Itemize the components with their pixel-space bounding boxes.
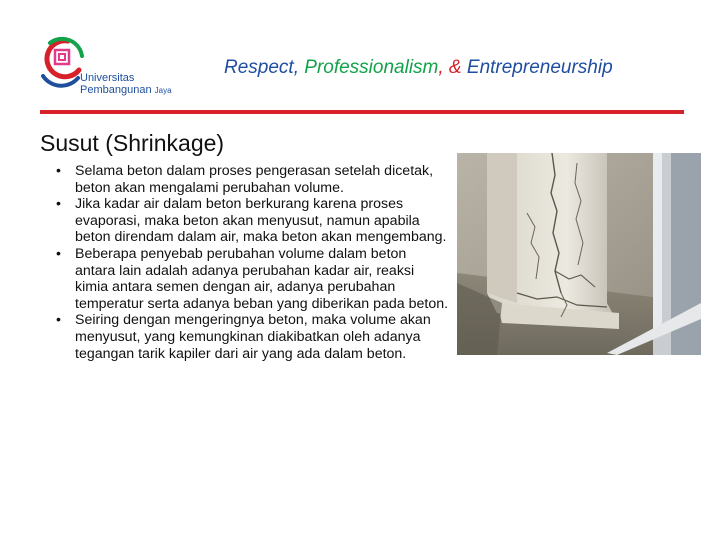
tagline-professionalism: Professionalism — [304, 57, 439, 78]
shrinkage-crack-photo — [457, 153, 701, 355]
logo-line-2: Pembangunan Jaya — [80, 84, 172, 96]
bullet-item: • Seiring dengan mengeringnya beton, maka volume akan menyusut, yang kemungkinan diakibatkan oleh adanya tegangan tarik kapiler dari air yang ada dalam beton. — [56, 312, 450, 362]
header-divider — [40, 110, 684, 114]
bullet-item: • Selama beton dalam proses pengerasan setelah dicetak, beton akan mengalami perubahan volume. — [56, 163, 450, 196]
bullet-item: • Jika kadar air dalam beton berkurang karena proses evaporasi, maka beton akan menyusut, namun apabila beton direndam dalam air, maka beton akan mengembang. — [56, 196, 450, 246]
bullet-list — [56, 163, 450, 362]
slide-title: Susut (Shrinkage) — [40, 130, 225, 156]
tagline-respect: Respect, — [224, 57, 305, 78]
logo-wordmark — [80, 72, 172, 97]
tagline-amp: , & — [438, 57, 467, 78]
bullet-item: • Beberapa penyebab perubahan volume dalam beton antara lain adalah adanya perubahan kadar air, reaksi kimia antara semen dengan air, adanya perubahan temperatur serta adanya beban yang diberikan pada beton. — [56, 246, 450, 312]
tagline-entrepreneurship: Entrepreneurship — [466, 57, 613, 78]
logo-line-1: Universitas — [80, 72, 135, 84]
tagline — [224, 57, 684, 79]
